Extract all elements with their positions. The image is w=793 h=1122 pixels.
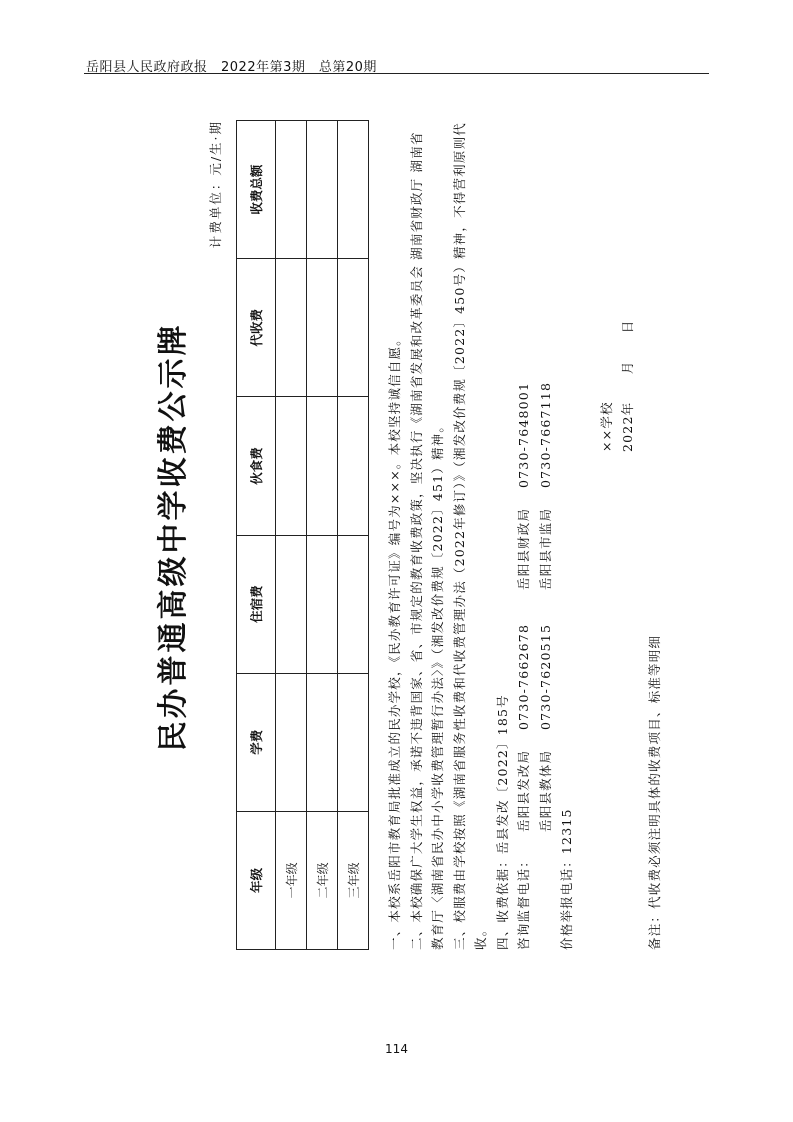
contact-row [535, 120, 557, 950]
table-cell [307, 397, 338, 535]
table-cell [307, 535, 338, 673]
contact-phone: 0730-7648001 [516, 381, 531, 488]
table-cell [276, 673, 307, 811]
school-name: ××学校 [599, 401, 614, 452]
table-cell [307, 121, 338, 259]
col-header: 住宿费 [237, 535, 276, 673]
grade-cell: 三年级 [338, 811, 369, 949]
col-header: 学费 [237, 673, 276, 811]
signature-block [596, 319, 638, 452]
grade-cell: 一年级 [276, 811, 307, 949]
journal-header: 岳阳县人民政府政报 2022年第3期 总第20期 [86, 60, 377, 75]
table-cell [307, 673, 338, 811]
remark: 备注：代收费必须注明具体的收费项目、标准等明细 [647, 634, 662, 950]
fee-notice-rotated [140, 112, 680, 962]
note-4: 四、收费依据：岳县发改〔2022〕185号 [494, 694, 510, 950]
sign-date: 2022年 月 日 [620, 319, 635, 452]
contact-name: 岳阳县财政局 [516, 507, 531, 590]
contact-phone: 0730-7667118 [537, 381, 553, 488]
page-number: 114 [385, 1042, 408, 1056]
table-cell [338, 397, 369, 535]
table-cell [276, 535, 307, 673]
table-cell [338, 673, 369, 811]
table-cell [338, 121, 369, 259]
col-header: 年级 [237, 811, 276, 949]
grade-cell: 二年级 [307, 811, 338, 949]
header-rule [84, 73, 709, 74]
note-3: 三、校服费由学校按照《湖南省服务性收费和代收费管理办法（2022年修订）》（湘发改价费规〔2022〕450号）精神，不得营利原则代收。 [451, 122, 488, 950]
contact-phone: 0730-7662678 [516, 623, 531, 730]
table-cell [338, 535, 369, 673]
fee-table [236, 120, 369, 950]
table-row [307, 121, 338, 950]
notice-notes [384, 120, 578, 950]
contact-row [513, 120, 535, 950]
table-cell [276, 121, 307, 259]
col-header: 代收费 [237, 259, 276, 397]
unit-label: 计费单位：元/生·期 [208, 120, 223, 249]
consult-label: 咨询监督电话： [516, 854, 531, 950]
table-cell [276, 397, 307, 535]
note-2: 二、本校确保广大学生权益，承诺不违背国家、省、市规定的教育收费政策，坚决执行《湖南省发展和改革委员会 湖南省财政厅 湖南省教育厅〈湖南省民办中小学收费管理暂行办法〉》（湘发改价费规〔2022〕451）精神。 [408, 131, 445, 950]
contact-name: 岳阳县教体局 [537, 749, 553, 832]
table-cell [307, 259, 338, 397]
notice-title: 民办普通高级中学收费公示牌 [156, 322, 191, 752]
table-header-row [237, 121, 276, 950]
col-header: 收费总额 [237, 121, 276, 259]
report-phone: 价格举报电话：12315 [559, 808, 574, 950]
table-cell [276, 259, 307, 397]
contact-name: 岳阳县市监局 [537, 507, 553, 590]
table-row [276, 121, 307, 950]
contact-phone: 0730-7620515 [537, 623, 553, 730]
table-cell [338, 259, 369, 397]
col-header: 伙食费 [237, 397, 276, 535]
note-1: 一、本校系岳阳市教育局批准成立的民办学校，《民办教育许可证》编号为×××。本校坚持诚信自愿。 [387, 332, 402, 950]
contact-name: 岳阳县发改局 [516, 749, 531, 832]
table-row [338, 121, 369, 950]
